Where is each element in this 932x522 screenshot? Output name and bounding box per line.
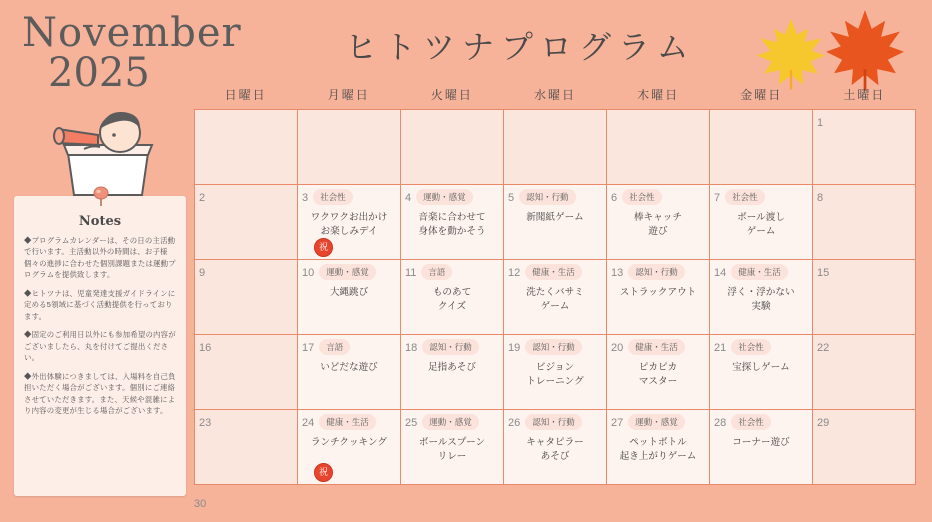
day-number: 1 <box>817 117 824 129</box>
category-tag: 言語 <box>421 264 452 280</box>
day-number: 29 <box>817 417 830 429</box>
category-tag: 社会性 <box>622 189 662 205</box>
calendar-cell-day-14[interactable] <box>710 260 813 335</box>
category-tag: 認知・行動 <box>525 414 582 430</box>
event-label: ボールスプーン リレー <box>418 437 486 463</box>
day-number: 19 <box>508 342 521 354</box>
day-number: 10 <box>302 267 315 279</box>
day-number: 25 <box>405 417 418 429</box>
page-title-month: November <box>22 10 242 56</box>
day-number: 8 <box>817 192 824 204</box>
holiday-stamp-icon: 祝 <box>314 463 333 482</box>
day-number: 18 <box>405 342 418 354</box>
event-label: ビジョン トレーニング <box>526 362 584 388</box>
weekday-label-sat: 土曜日 <box>843 88 886 102</box>
weekday-label-thu: 木曜日 <box>637 88 680 102</box>
calendar-cell-day-8[interactable] <box>813 185 916 260</box>
category-tag: 認知・行動 <box>422 339 479 355</box>
event-label: 足指あそび <box>428 362 476 373</box>
calendar-cell-day-17[interactable] <box>298 335 401 410</box>
calendar-cell-day-12[interactable] <box>504 260 607 335</box>
calendar-cell-day-21[interactable] <box>710 335 813 410</box>
calendar-cell-day-3[interactable] <box>298 185 401 260</box>
event-label: ワクワクお出かけ お楽しみデイ <box>310 212 388 238</box>
calendar-cell-day-18[interactable] <box>401 335 504 410</box>
calendar-cell-day-22[interactable] <box>813 335 916 410</box>
day-number: 13 <box>611 267 624 279</box>
program-title: ヒトツナプログラム <box>345 29 696 65</box>
calendar-cell-day-7[interactable] <box>710 185 813 260</box>
calendar-week-row <box>195 260 916 335</box>
calendar-week-row <box>195 335 916 410</box>
weekday-label-fri: 金曜日 <box>740 88 783 102</box>
day-number: 17 <box>302 342 315 354</box>
pin-icon <box>92 186 110 208</box>
day-number: 27 <box>611 417 624 429</box>
kid-telescope-illustration <box>24 105 184 197</box>
calendar-cell-day-26[interactable] <box>504 410 607 485</box>
event-label: ランチクッキング <box>310 437 388 448</box>
day-number-30: 30 <box>194 498 207 510</box>
notes-paragraph: ◆外出体験につきましては、入場料を自己負担いただく場合がございます。個別にご連絡させていただきます。また、天候や混雑により内容の変更が生じる場合がございます。 <box>24 371 176 416</box>
notes-paragraph: ◆ヒトツナは、児童発達支援ガイドラインに定める5領域に基づく活動提供を行っております。 <box>24 288 176 321</box>
weekday-label-tue: 火曜日 <box>430 88 473 102</box>
day-number: 15 <box>817 267 830 279</box>
calendar <box>194 86 916 485</box>
maple-leaf-orange-icon <box>822 6 908 97</box>
calendar-cell-day-28[interactable] <box>710 410 813 485</box>
category-tag: 運動・感覚 <box>422 414 479 430</box>
weekday-label-mon: 月曜日 <box>327 88 370 102</box>
category-tag: 運動・感覚 <box>319 264 376 280</box>
calendar-cell-day-5[interactable] <box>504 185 607 260</box>
day-number: 24 <box>302 417 315 429</box>
day-number: 3 <box>302 192 309 204</box>
calendar-cell-day-27[interactable] <box>607 410 710 485</box>
calendar-cell-day-15[interactable] <box>813 260 916 335</box>
notes-card <box>14 196 186 496</box>
calendar-cell-day-9[interactable] <box>195 260 298 335</box>
day-number: 12 <box>508 267 521 279</box>
calendar-cell-empty <box>504 110 607 185</box>
category-tag: 健康・生活 <box>731 264 788 280</box>
event-label: ストラックアウト <box>619 287 697 298</box>
calendar-cell-day-1[interactable] <box>813 110 916 185</box>
category-tag: 健康・生活 <box>319 414 376 430</box>
day-number: 16 <box>199 342 212 354</box>
category-tag: 認知・行動 <box>628 264 685 280</box>
calendar-cell-empty <box>710 110 813 185</box>
event-label: 新聞紙ゲーム <box>526 212 584 223</box>
day-number: 4 <box>405 192 412 204</box>
category-tag: 社会性 <box>731 414 771 430</box>
day-number: 2 <box>199 192 206 204</box>
calendar-cell-day-29[interactable] <box>813 410 916 485</box>
calendar-cell-day-25[interactable] <box>401 410 504 485</box>
calendar-cell-day-13[interactable] <box>607 260 710 335</box>
event-label: 棒キャッチ 遊び <box>634 212 682 238</box>
category-tag: 社会性 <box>725 189 765 205</box>
event-label: キャタピラー あそび <box>526 437 584 463</box>
maple-leaf-yellow-icon <box>752 14 830 97</box>
calendar-cell-day-20[interactable] <box>607 335 710 410</box>
category-tag: 社会性 <box>313 189 353 205</box>
calendar-cell-empty <box>298 110 401 185</box>
calendar-cell-day-24[interactable] <box>298 410 401 485</box>
calendar-week-row <box>195 185 916 260</box>
weekday-header <box>194 86 916 103</box>
calendar-cell-day-16[interactable] <box>195 335 298 410</box>
notes-paragraph: ◆プログラムカレンダーは、その日の主活動で行います。主活動以外の時間は、お子様個々の進捗に合わせた個別課題または運動プログラムを提供致します。 <box>24 236 176 280</box>
category-tag: 運動・感覚 <box>628 414 685 430</box>
calendar-cell-day-6[interactable] <box>607 185 710 260</box>
event-label: 音楽に合わせて 身体を動かそう <box>418 212 486 238</box>
calendar-week-row <box>195 410 916 485</box>
calendar-cell-day-23[interactable] <box>195 410 298 485</box>
notes-title: Notes <box>78 214 122 229</box>
event-label: ボール渡し ゲーム <box>737 212 785 238</box>
weekday-label-sun: 日曜日 <box>224 88 267 102</box>
weekday-label-wed: 水曜日 <box>533 88 576 102</box>
holiday-stamp-icon: 祝 <box>314 238 333 257</box>
calendar-cell-day-4[interactable] <box>401 185 504 260</box>
calendar-cell-day-19[interactable] <box>504 335 607 410</box>
day-number: 6 <box>611 192 618 204</box>
calendar-grid <box>194 109 916 485</box>
category-tag: 認知・行動 <box>525 339 582 355</box>
event-label: 洗たくバサミ ゲーム <box>526 287 584 313</box>
event-label: 大縄跳び <box>329 287 369 298</box>
category-tag: 健康・生活 <box>628 339 685 355</box>
category-tag: 言語 <box>319 339 350 355</box>
calendar-cell-empty <box>607 110 710 185</box>
day-number: 5 <box>508 192 515 204</box>
event-label: 宝探しゲーム <box>732 362 790 373</box>
category-tag: 社会性 <box>731 339 771 355</box>
day-number: 11 <box>405 267 417 279</box>
day-number: 9 <box>199 267 206 279</box>
day-number: 22 <box>817 342 830 354</box>
calendar-cell-day-2[interactable] <box>195 185 298 260</box>
day-number: 26 <box>508 417 521 429</box>
category-tag: 健康・生活 <box>525 264 582 280</box>
calendar-cell-day-10[interactable] <box>298 260 401 335</box>
day-number: 7 <box>714 192 721 204</box>
day-number: 21 <box>714 342 727 354</box>
calendar-week-row <box>195 110 916 185</box>
event-label: 浮く・浮かない 実験 <box>727 287 795 313</box>
day-number: 28 <box>714 417 727 429</box>
day-number: 23 <box>199 417 212 429</box>
category-tag: 認知・行動 <box>519 189 576 205</box>
event-label: ピカピカ マスター <box>638 362 678 388</box>
event-label: いどだな遊び <box>320 362 378 373</box>
calendar-cell-day-11[interactable] <box>401 260 504 335</box>
calendar-cell-empty <box>195 110 298 185</box>
event-label: ものあて クイズ <box>432 287 472 313</box>
calendar-cell-empty <box>401 110 504 185</box>
event-label: コーナー遊び <box>732 437 790 448</box>
notes-body <box>24 235 176 417</box>
category-tag: 運動・感覚 <box>416 189 473 205</box>
event-label: ペットボトル 起き上がりゲーム <box>619 437 697 463</box>
day-number: 14 <box>714 267 727 279</box>
day-number: 20 <box>611 342 624 354</box>
page-title-year: 2025 <box>48 50 150 96</box>
notes-paragraph: ◆固定のご利用日以外にも参加希望の内容がございましたら、丸を付けてご提出ください。 <box>24 330 176 363</box>
